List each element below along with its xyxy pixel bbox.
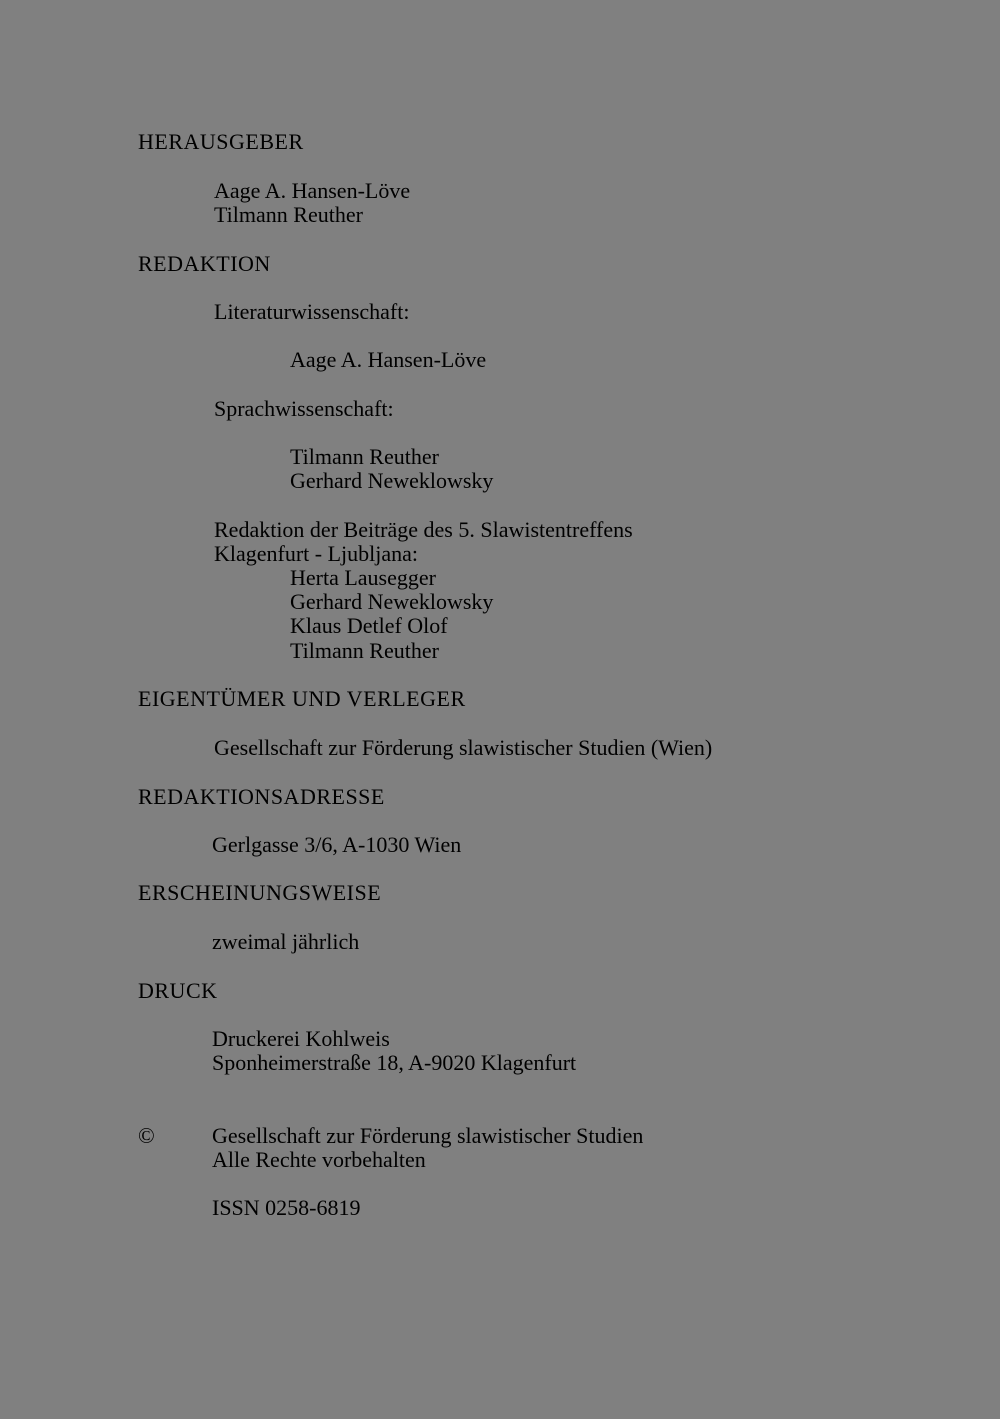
beitraege-label: Redaktion der Beiträge des 5. Slawistentreffens [214, 517, 633, 542]
literatur-label: Literaturwissenschaft: [214, 299, 410, 324]
herausgeber-name: Tilmann Reuther [214, 202, 363, 227]
druck-line: Sponheimerstraße 18, A-9020 Klagenfurt [212, 1050, 577, 1075]
beitraege-name: Herta Lausegger [290, 565, 436, 590]
copyright-line: Gesellschaft zur Förderung slawistischer Studien [212, 1123, 644, 1148]
copyright-symbol: © [138, 1123, 155, 1148]
adresse-heading: REDAKTIONSADRESSE [138, 784, 385, 809]
druck-heading: DRUCK [138, 978, 218, 1003]
beitraege-name: Gerhard Neweklowsky [290, 589, 494, 614]
herausgeber-name: Aage A. Hansen-Löve [214, 178, 411, 203]
redaktion-heading: REDAKTION [138, 251, 271, 276]
sprach-label: Sprachwissenschaft: [214, 396, 394, 421]
eigentuemer-text: Gesellschaft zur Förderung slawistischer Studien (Wien) [214, 735, 713, 760]
erscheinung-text: zweimal jährlich [212, 929, 360, 954]
copyright-line: Alle Rechte vorbehalten [212, 1147, 426, 1172]
druck-line: Druckerei Kohlweis [212, 1026, 390, 1051]
eigentuemer-heading: EIGENTÜMER UND VERLEGER [138, 686, 466, 711]
issn: ISSN 0258-6819 [212, 1195, 361, 1220]
sprach-name: Gerhard Neweklowsky [290, 468, 494, 493]
erscheinung-heading: ERSCHEINUNGSWEISE [138, 880, 382, 905]
literatur-name: Aage A. Hansen-Löve [290, 347, 487, 372]
adresse-text: Gerlgasse 3/6, A-1030 Wien [212, 832, 462, 857]
beitraege-name: Tilmann Reuther [290, 638, 439, 663]
herausgeber-heading: HERAUSGEBER [138, 129, 304, 154]
beitraege-name: Klaus Detlef Olof [290, 613, 448, 638]
sprach-name: Tilmann Reuther [290, 444, 439, 469]
beitraege-label: Klagenfurt - Ljubljana: [214, 541, 419, 566]
